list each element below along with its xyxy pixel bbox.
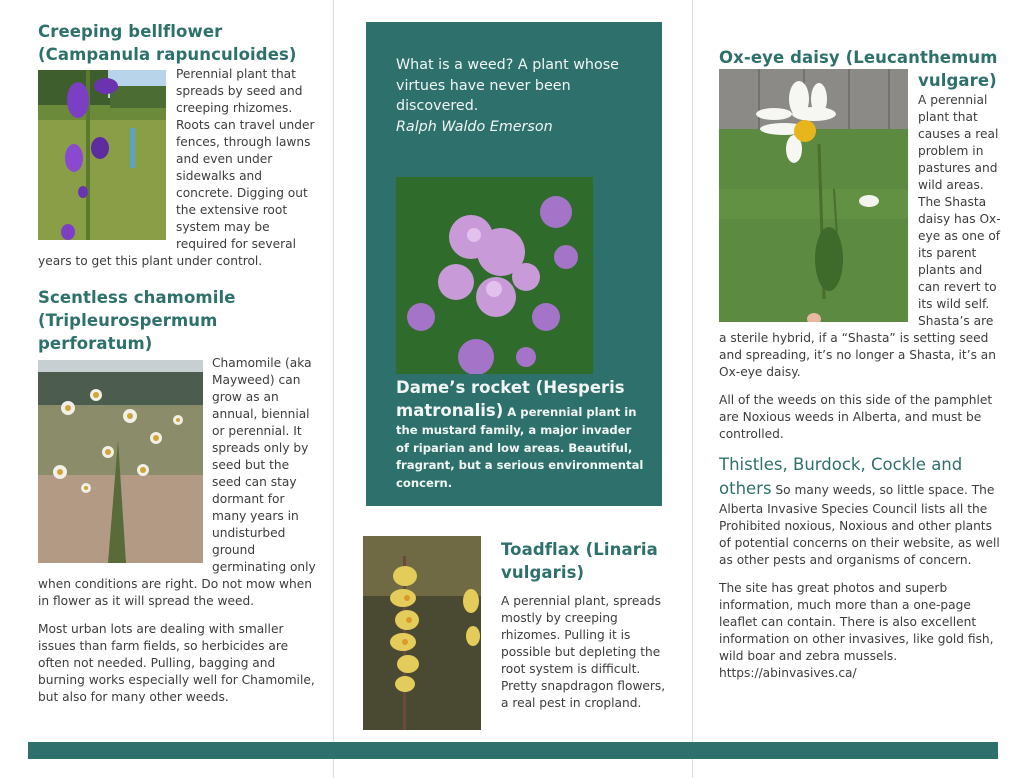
oxeye-title-line1: Ox-eye daisy (Leucanthemum xyxy=(719,48,998,67)
column-left xyxy=(38,20,318,706)
toadflax-title: Toadflax (Linaria vulgaris) xyxy=(501,540,658,582)
site-description: The site has great photos and superb information, much more than a one-page leaflet can contain. There is also excellent information on other invasives, like gold fish, wild boar and zebra mussels. xyxy=(719,581,994,663)
column-divider-left xyxy=(333,0,334,778)
bellflower-section xyxy=(38,20,318,270)
urban-lots-paragraph: Most urban lots are dealing with smaller issues than farm fields, so herbicides are often not needed. Pulling, bagging and burning works especially well for Chamomile, but also for many other weeds. xyxy=(38,622,315,704)
oxeye-description: A perennial plant that causes a real problem in pastures and wild areas. The Shasta daisy has Ox-eye as one of its parent plants and can revert to its wild self. Shasta’s are a sterile hybrid, if a “Shasta” is setting seed and spreading, it’s no longer a Shasta, it’s an Ox-eye daisy. xyxy=(719,93,1001,379)
other-weeds-title: Thistles, Burdock, Cockle and others xyxy=(719,455,963,498)
dames-rocket-title: Dame’s rocket (Hesperis matronalis) xyxy=(396,378,625,420)
oxeye-title xyxy=(719,46,1001,69)
toadflax-photo xyxy=(363,536,481,730)
abinvasives-link[interactable]: https://abinvasives.ca/ xyxy=(719,666,857,680)
dames-rocket-photo xyxy=(396,177,593,374)
chamomile-section xyxy=(38,286,318,706)
other-weeds-paragraph xyxy=(719,453,1001,569)
abinvasives-paragraph xyxy=(719,580,1001,682)
quote-panel xyxy=(366,22,662,506)
noxious-weeds-note: All of the weeds on this side of the pamphlet are Noxious weeds in Alberta, and must be controlled. xyxy=(719,393,993,441)
quote-text: What is a weed? A plant whose virtues have never been discovered. xyxy=(396,57,619,114)
toadflax-description: A perennial plant, spreads mostly by creeping rhizomes. Pulling it is possible but depleting the root system is difficult. Pretty snapdragon flowers, a real pest in cropland. xyxy=(501,594,666,710)
other-weeds-section xyxy=(719,453,1001,682)
oxeye-section xyxy=(719,46,1001,381)
quote-author: Ralph Waldo Emerson xyxy=(396,118,553,135)
chamomile-photo xyxy=(38,360,203,563)
bellflower-photo xyxy=(38,70,166,240)
bellflower-description: Perennial plant that spreads by seed and creeping rhizomes. Roots can travel under fences, through lawns and even under sidewalks and concrete. Digging out the extensive root system may be required for several years to get this plant under control. xyxy=(38,67,315,268)
chamomile-title: Scentless chamomile (Tripleurospermum perforatum) xyxy=(38,288,236,353)
emerson-quote xyxy=(396,55,646,137)
toadflax-section xyxy=(501,538,666,712)
footer-bar xyxy=(28,742,998,759)
bellflower-title: Creeping bellflower (Campanula rapunculoides) xyxy=(38,22,297,64)
column-right xyxy=(719,46,1001,682)
oxeye-title-line2: vulgare) xyxy=(918,71,997,90)
dames-rocket-description: A perennial plant in the mustard family, a major invader of riparian and low areas. Beautiful, fragrant, but a serious environmental concern. xyxy=(396,405,644,490)
column-divider-right xyxy=(692,0,693,778)
other-weeds-description: So many weeds, so little space. The Alberta Invasive Species Council lists all the Prohibited noxious, Noxious and other plants of potential concerns on their website, as well as other pests and organisms of concern. xyxy=(719,483,1000,567)
dames-rocket-section xyxy=(396,376,648,492)
chamomile-description: Chamomile (aka Mayweed) can grow as an annual, biennial or perennial. It spreads only by seed but the seed can stay dormant for many years in undisturbed ground germinating only when conditions are right. Do not mow when in flower as it will spread the weed. xyxy=(38,356,316,608)
oxeye-daisy-photo xyxy=(719,69,908,322)
